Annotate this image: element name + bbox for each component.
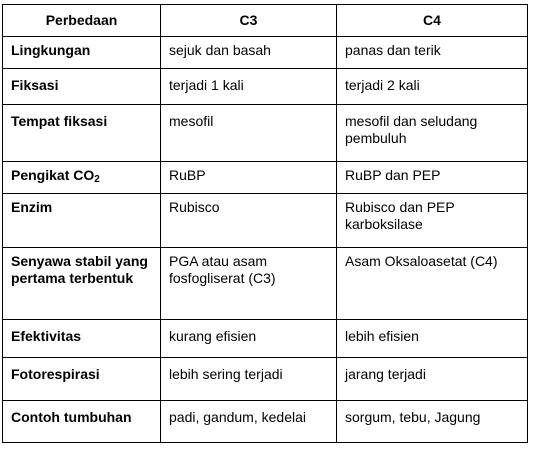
header-perbedaan: Perbedaan xyxy=(3,5,161,37)
row-label: Tempat fiksasi xyxy=(3,105,161,162)
table-row xyxy=(3,69,528,105)
c3-cell: padi, gandum, kedelai xyxy=(161,401,337,443)
table-row xyxy=(3,194,528,248)
c4-cell: sorgum, tebu, Jagung xyxy=(337,401,528,443)
c3-cell: PGA atau asam fosfogliserat (C3) xyxy=(161,248,337,320)
c4-cell: RuBP dan PEP xyxy=(337,162,528,194)
table-row xyxy=(3,37,528,69)
row-label: Senyawa stabil yang pertama terbentuk xyxy=(3,248,161,320)
c4-cell: jarang terjadi xyxy=(337,358,528,401)
header-row xyxy=(3,5,528,37)
c3-cell: terjadi 1 kali xyxy=(161,69,337,105)
row-label: Contoh tumbuhan xyxy=(3,401,161,443)
table-row xyxy=(3,105,528,162)
row-label: Enzim xyxy=(3,194,161,248)
c3-cell: RuBP xyxy=(161,162,337,194)
table-row xyxy=(3,358,528,401)
c4-cell: Asam Oksaloasetat (C4) xyxy=(337,248,528,320)
row-label: Lingkungan xyxy=(3,37,161,69)
table-row xyxy=(3,320,528,358)
c3-cell: kurang efisien xyxy=(161,320,337,358)
row-label: Fiksasi xyxy=(3,69,161,105)
c4-cell: lebih efisien xyxy=(337,320,528,358)
c4-cell: panas dan terik xyxy=(337,37,528,69)
c3-cell: Rubisco xyxy=(161,194,337,248)
table-row xyxy=(3,401,528,443)
c4-cell: Rubisco dan PEP karboksilase xyxy=(337,194,528,248)
table-row xyxy=(3,162,528,194)
row-label-subscript: 2 xyxy=(94,174,100,185)
c4-cell: mesofil dan seludang pembuluh xyxy=(337,105,528,162)
c4-cell: terjadi 2 kali xyxy=(337,69,528,105)
c3-cell: sejuk dan basah xyxy=(161,37,337,69)
c3-cell: lebih sering terjadi xyxy=(161,358,337,401)
c3-c4-comparison-table xyxy=(2,4,528,443)
row-label-main: Pengikat CO xyxy=(11,167,95,183)
row-label: Efektivitas xyxy=(3,320,161,358)
row-label-co2 xyxy=(3,162,161,194)
c3-cell: mesofil xyxy=(161,105,337,162)
header-c4: C4 xyxy=(337,5,528,37)
row-label: Fotorespirasi xyxy=(3,358,161,401)
header-c3: C3 xyxy=(161,5,337,37)
table-row xyxy=(3,248,528,320)
